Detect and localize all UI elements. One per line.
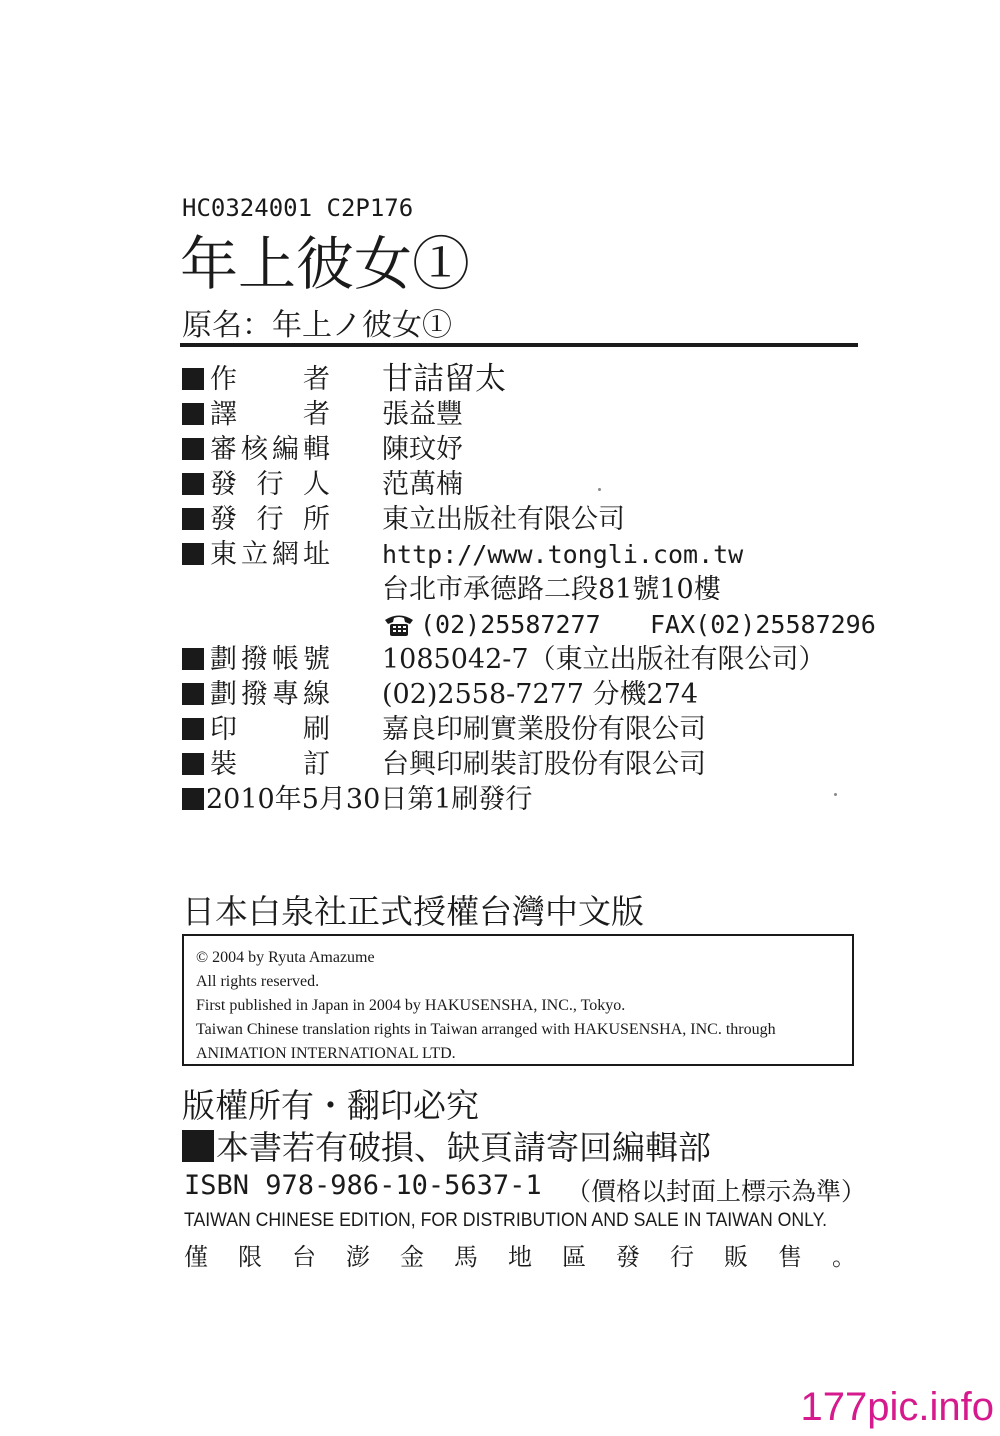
address-row: [182, 572, 882, 607]
credit-value: 陳玟妤: [382, 434, 463, 465]
credits-list: [182, 362, 882, 817]
address: 台北市承德路二段81號10樓: [382, 574, 721, 605]
speck: [834, 793, 837, 796]
copyright-line: All rights reserved.: [196, 973, 320, 990]
isbn: ISBN 978-986-10-5637-1: [184, 1170, 542, 1201]
damage-notice-row: [182, 1122, 711, 1169]
copyright-box: [182, 934, 854, 1066]
bullet-square: [182, 788, 204, 810]
footer-watermark: 177pic.info: [800, 1385, 994, 1429]
region-note: 僅 限 台 澎 金 馬 地 區 發 行 販 售 。: [184, 1243, 856, 1271]
bullet-square: [182, 508, 204, 530]
bullet-square: [182, 1130, 214, 1162]
credit-row-website: [182, 537, 882, 572]
title-divider: [180, 343, 858, 347]
copyright-line: ANIMATION INTERNATIONAL LTD.: [196, 1045, 456, 1062]
damage-notice: 本書若有破損、缺頁請寄回編輯部: [216, 1128, 711, 1167]
credit-label: 發 行 所: [210, 504, 330, 535]
book-title: 年上彼女①: [180, 230, 471, 298]
website-link[interactable]: http://www.tongli.com.tw: [382, 540, 744, 569]
print-date-row: [182, 782, 882, 817]
copyright-line: © 2004 by Ryuta Amazume: [196, 949, 375, 966]
print-date: 2010年5月30日第1刷發行: [206, 784, 533, 815]
phone-number: (02)25587277: [382, 607, 601, 642]
credit-row-giro-account: [182, 642, 882, 677]
contact-row: [182, 607, 882, 642]
credit-label: 裝 訂: [210, 749, 330, 780]
credit-label: 東 立 網 址: [210, 539, 330, 570]
fax-number: FAX(02)25587296: [650, 610, 876, 639]
credit-row-binding: [182, 747, 882, 782]
bullet-square: [182, 438, 204, 460]
catalog-code: HC0324001 C2P176: [182, 194, 414, 222]
bullet-square: [182, 543, 204, 565]
credit-label: 劃 撥 帳 號: [210, 644, 330, 675]
credit-label: 譯 者: [210, 399, 330, 430]
bullet-square: [182, 368, 204, 390]
speck: [598, 488, 601, 491]
copyright-line: Taiwan Chinese translation rights in Taiwan arranged with HAKUSENSHA, INC. through: [196, 1021, 776, 1038]
credit-row-publisher: [182, 467, 882, 502]
credit-value: 張益豐: [382, 399, 463, 430]
credit-row-publishing-house: [182, 502, 882, 537]
credit-value: 台興印刷裝訂股份有限公司: [382, 749, 706, 780]
credit-value: 東立出版社有限公司: [382, 504, 625, 535]
credit-value: 范萬楠: [382, 469, 463, 500]
edition-note: TAIWAN CHINESE EDITION, FOR DISTRIBUTION AND SALE IN TAIWAN ONLY.: [184, 1210, 828, 1231]
credit-value: 嘉良印刷實業股份有限公司: [382, 714, 706, 745]
bullet-square: [182, 753, 204, 775]
credit-row-author: [182, 362, 882, 397]
credit-value: (02)2558-7277 分機274: [382, 679, 699, 710]
credit-label: 審 核 編 輯: [210, 434, 330, 465]
credit-value: 甘詰留太: [382, 361, 506, 397]
copyright-line: First published in Japan in 2004 by HAKUSENSHA, INC., Tokyo.: [196, 997, 626, 1014]
license-statement: 日本白泉社正式授權台灣中文版: [182, 892, 644, 931]
original-title: 原名：年上ノ彼女①: [182, 308, 452, 343]
credit-label: 作 者: [210, 364, 330, 395]
bullet-square: [182, 718, 204, 740]
credit-row-giro-line: [182, 677, 882, 712]
rights-notice: 版權所有・翻印必究: [182, 1086, 479, 1125]
bullet-square: [182, 683, 204, 705]
bullet-square: [182, 473, 204, 495]
credit-row-translator: [182, 397, 882, 432]
credit-label: 劃 撥 專 線: [210, 679, 330, 710]
credit-row-editor: [182, 432, 882, 467]
bullet-square: [182, 403, 204, 425]
credit-label: 印 刷: [210, 714, 330, 745]
bullet-square: [182, 648, 204, 670]
credit-value: 1085042-7（東立出版社有限公司）: [382, 644, 826, 675]
price-note: （價格以封面上標示為準）: [566, 1177, 867, 1206]
telephone-icon: [382, 611, 416, 637]
credit-label: 發 行 人: [210, 469, 330, 500]
credit-row-printing: [182, 712, 882, 747]
